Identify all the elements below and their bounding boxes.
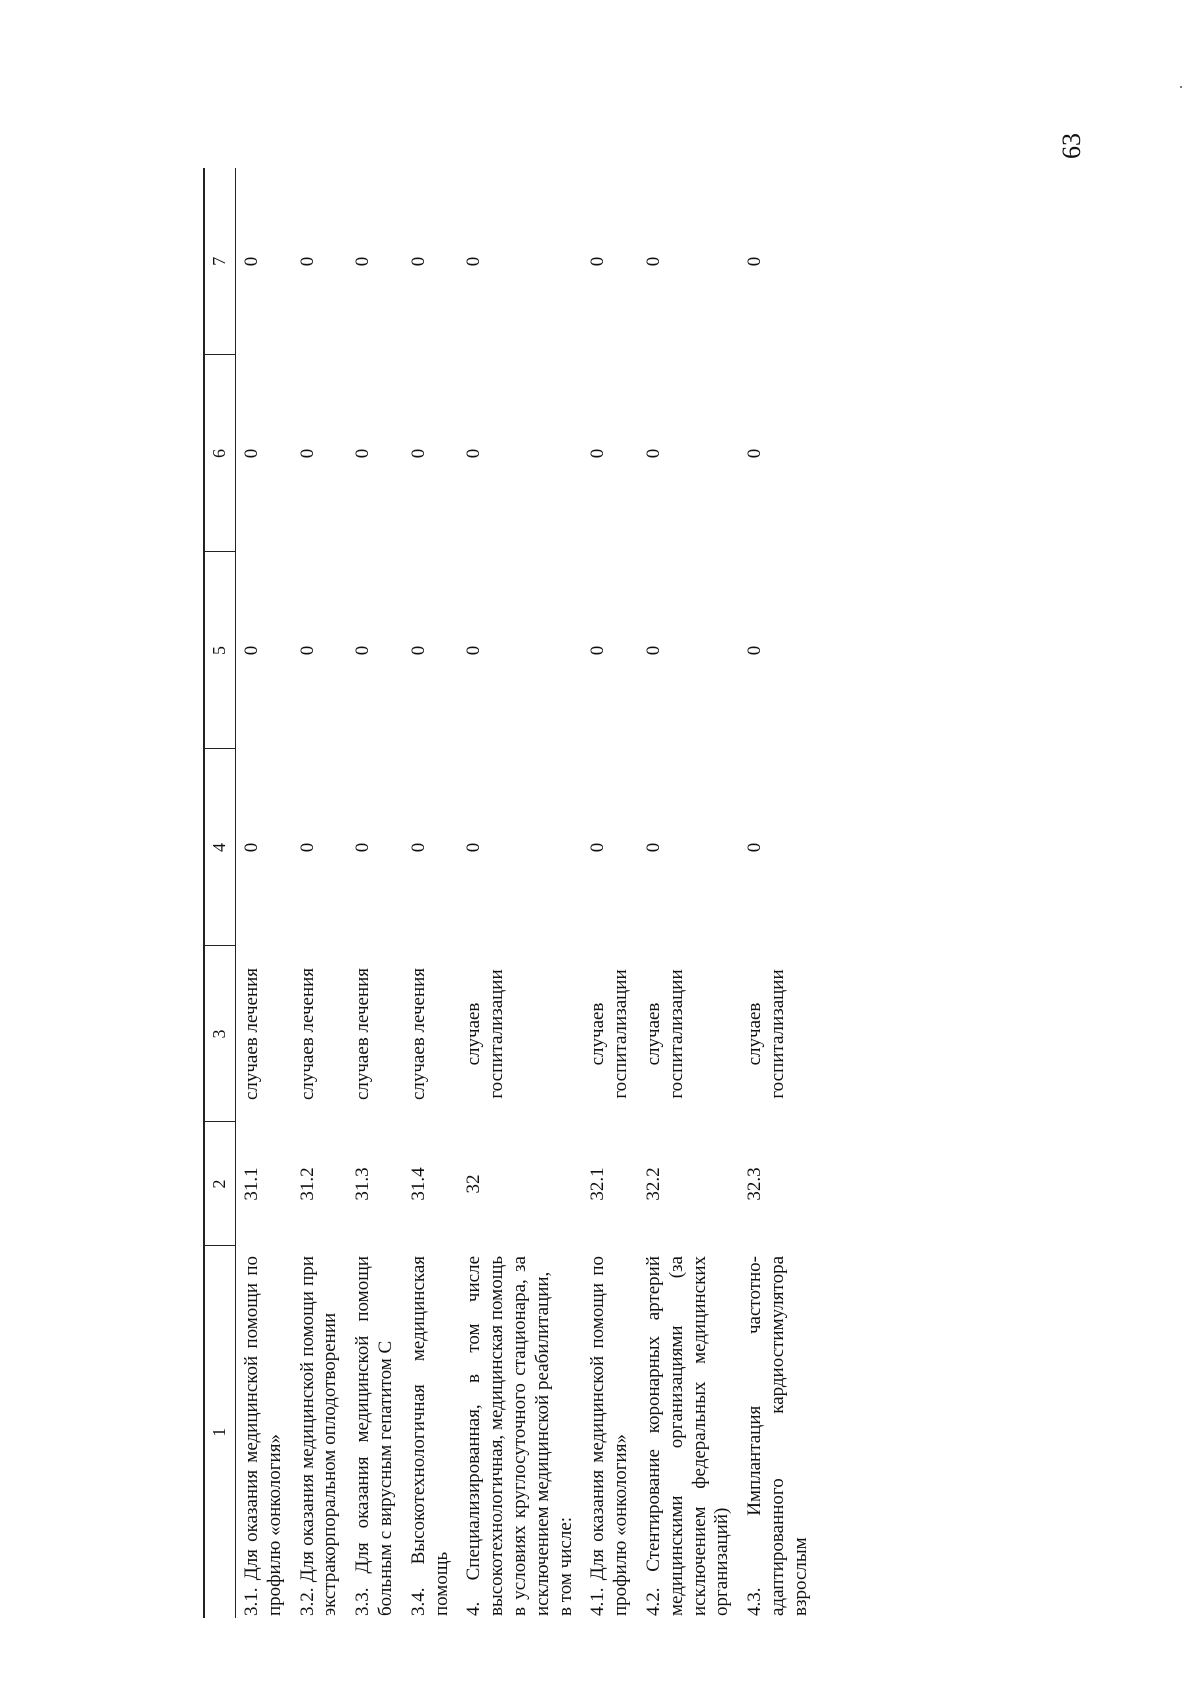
row-value: 0 [744,256,766,267]
row-name: 4. Специализированная, в том числе высокотехнологичная, медицинская помощь в условиях круглосуточного стационара, за исключением медицинской реабилитации, [463,1256,553,1616]
row-value: 0 [241,842,262,853]
header-row [204,168,236,1618]
row-value: 0 [642,256,664,267]
row-value: 0 [587,448,609,459]
column-header: 7 [204,168,236,355]
row-number: 32.2 [642,1167,664,1201]
row-value: 0 [296,256,318,267]
row-unit: случаев госпитализации [463,969,508,1099]
row-number: 32 [463,1174,485,1194]
column-header: 4 [204,749,236,946]
row-unit: случаев госпитализации [642,969,687,1099]
row-unit: случаев лечения [241,967,262,1101]
row-value: 0 [241,256,262,267]
row-name: 3.4. Высокотехнологичная медицинская помощь [407,1256,452,1616]
row-value: 0 [352,645,374,656]
column-header: 3 [204,946,236,1122]
row-value: 0 [463,842,485,853]
row-value: 0 [587,645,609,656]
row-number: 31.4 [407,1167,429,1201]
table-row [638,168,739,1618]
row-unit: случаев лечения [352,967,374,1101]
table-row [292,168,348,1618]
page-number: 63 [1057,133,1086,159]
table-row [347,168,403,1618]
row-value: 0 [241,448,262,459]
row-value: 0 [744,645,766,656]
row-value: 0 [744,842,766,853]
row-value: 0 [352,842,374,853]
row-name-cell [458,1246,582,1618]
row-name: 4.1. Для оказания медицинской помощи по профилю «онкология» [587,1256,632,1616]
data-table [203,168,818,1618]
row-unit: случаев госпитализации [587,969,632,1099]
row-value: 0 [352,448,374,459]
row-value: 0 [642,842,664,853]
table-row [403,168,459,1618]
row-value: 0 [407,842,429,853]
row-value: 0 [463,645,485,656]
table-row [582,168,638,1618]
row-value: 0 [407,645,429,656]
table-row [236,168,292,1618]
row-value: 0 [587,842,609,853]
row-value: 0 [407,256,429,267]
row-name: 3.3. Для оказания медицинской помощи больным с вирусным гепатитом С [352,1256,396,1616]
table-row [458,168,582,1618]
row-name: 3.2. Для оказания медицинской помощи при экстракорпоральном оплодотворении [296,1256,341,1616]
row-value: 0 [463,448,485,459]
row-value: 0 [407,448,429,459]
row-value: 0 [241,645,262,656]
row-value: 0 [642,448,664,459]
column-header: 6 [204,355,236,552]
row-value: 0 [352,256,374,267]
row-name-extra: в том числе: [554,1516,576,1616]
row-number: 32.3 [744,1167,766,1201]
row-name: 4.2. Стентирование коронарных артерий медицинскими организациями (за исключением федеральных медицинских организаций) [642,1256,733,1616]
column-header: 2 [204,1122,236,1246]
row-name: 3.1. Для оказания медицинской помощи по профилю «онкология» [241,1256,285,1616]
row-value: 0 [642,645,664,656]
row-unit: случаев госпитализации [744,969,788,1099]
row-number: 31.1 [241,1167,262,1201]
row-value: 0 [744,448,766,459]
row-value: 0 [296,842,318,853]
column-header: 1 [204,1246,236,1618]
row-number: 31.3 [352,1167,374,1201]
row-unit: случаев лечения [296,967,318,1101]
row-value: 0 [296,645,318,656]
row-unit: случаев лечения [407,967,429,1101]
row-number: 31.2 [296,1167,318,1201]
column-header: 5 [204,552,236,749]
table-row [739,168,817,1618]
row-value: 0 [296,448,318,459]
row-number: 32.1 [587,1167,609,1201]
row-value: 0 [587,256,609,267]
row-name: 4.3. Имплантация частотно-адаптированного кардиостимулятора взрослым [744,1256,811,1616]
row-value: 0 [463,256,485,267]
